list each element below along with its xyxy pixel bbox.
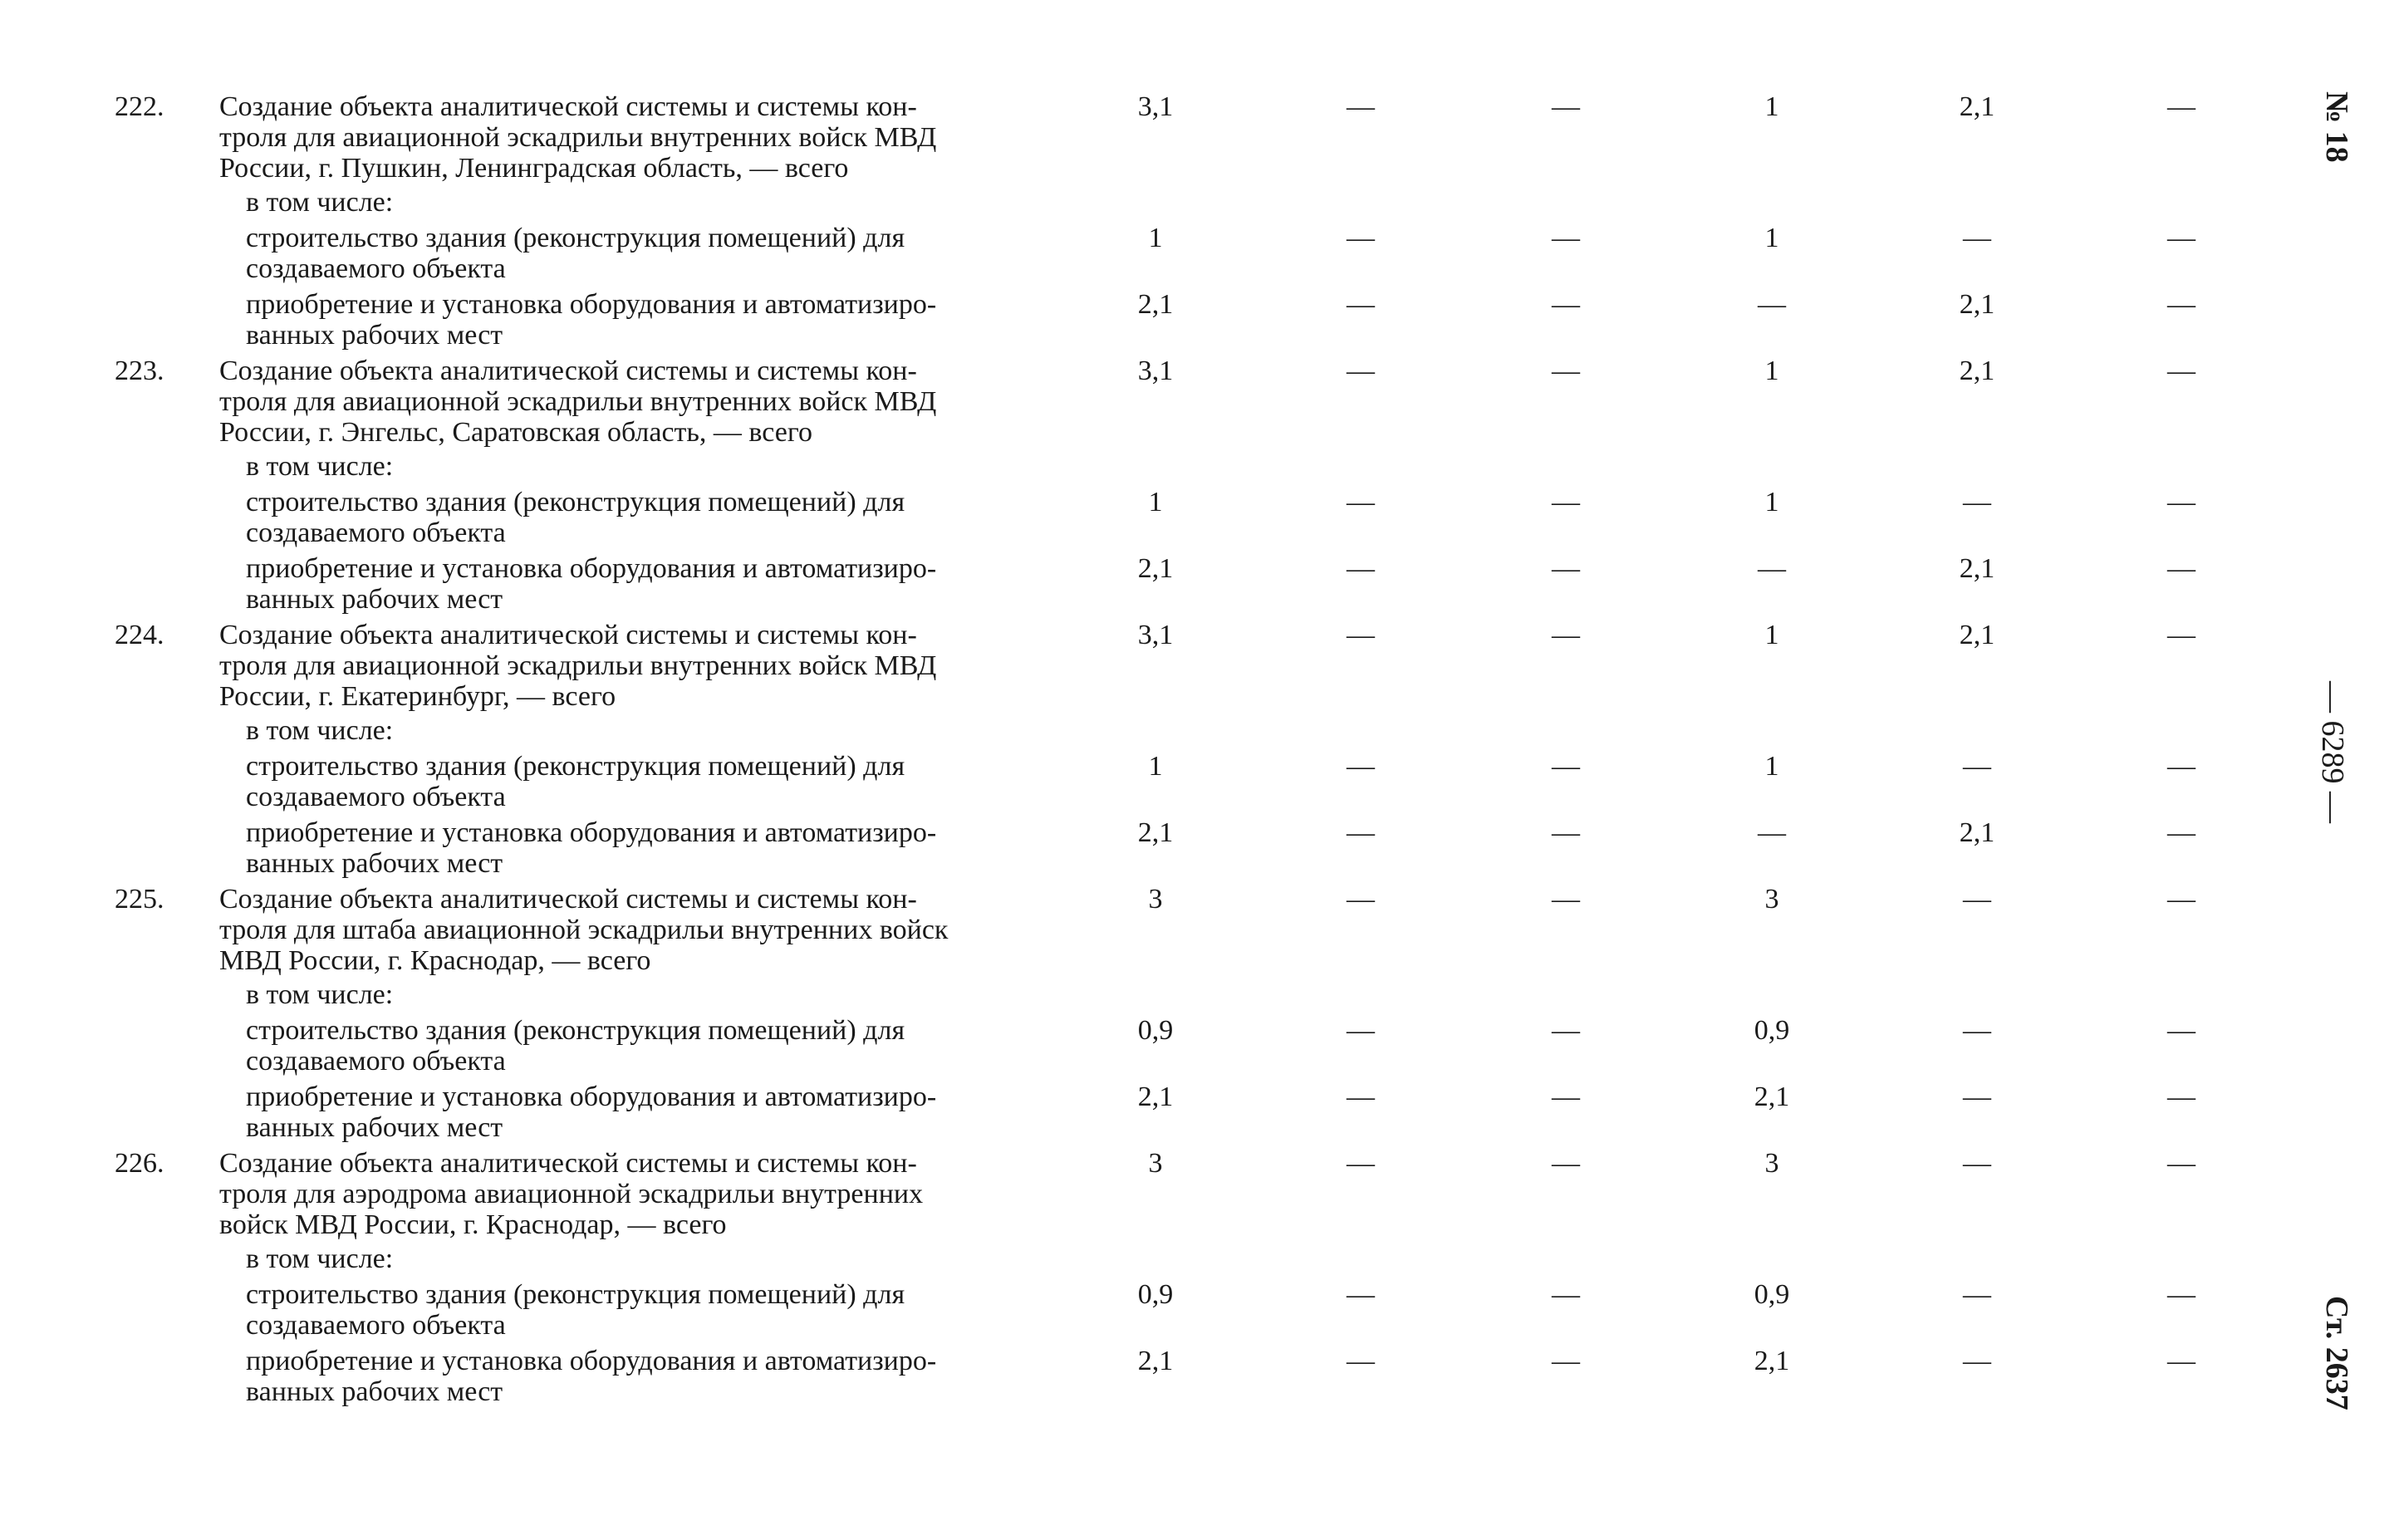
table-row-subitem [115,553,2225,615]
value-col-2: — [1347,1015,1375,1046]
value-col-1: 0,9 [1137,1015,1174,1046]
value-col-4: 3 [1764,1148,1779,1179]
table-row-item [115,356,2225,448]
table-row-subitem [115,1279,2225,1341]
item-number: 223. [115,356,164,386]
value-col-6: — [2167,620,2195,650]
item-description: Создание объекта аналитической системы и системы кон- троля для штаба авиационной эскадрильи внутренних войск МВД России, г. Краснодар, — всего [219,884,949,976]
value-col-4: 1 [1764,223,1779,253]
article-number: Ст. 2637 [2319,1296,2354,1410]
value-col-6: — [2167,884,2195,915]
item-description: строительство здания (реконструкция помещений) для создаваемого объекта [246,751,905,812]
value-col-2: — [1347,1279,1375,1310]
item-number: 222. [115,91,164,122]
value-col-2: — [1347,1346,1375,1376]
item-number: 226. [115,1148,164,1179]
value-col-3: — [1552,1015,1580,1046]
value-col-6: — [2167,751,2195,782]
value-col-1: 3,1 [1137,620,1174,650]
value-col-4: 3 [1764,884,1779,915]
value-col-2: — [1347,356,1375,386]
value-col-1: 0,9 [1137,1279,1174,1310]
value-col-2: — [1347,1148,1375,1179]
value-col-3: — [1552,1346,1580,1376]
item-description: строительство здания (реконструкция помещений) для создаваемого объекта [246,487,905,548]
item-number: 225. [115,884,164,915]
value-col-6: — [2167,1081,2195,1112]
value-col-6: — [2167,1015,2195,1046]
table-row-subitem [115,1015,2225,1077]
value-col-4: 2,1 [1754,1081,1790,1112]
program-table [115,91,2225,1412]
value-col-5: 2,1 [1959,289,1995,320]
value-col-3: — [1552,751,1580,782]
value-col-3: — [1552,356,1580,386]
value-col-5: — [1963,884,1991,915]
item-description: Создание объекта аналитической системы и системы кон- троля для авиационной эскадрильи внутренних войск МВД России, г. Екатеринбург, — всего [219,620,937,712]
value-col-5: 2,1 [1959,817,1995,848]
table-row-item [115,1148,2225,1240]
value-col-4: — [1758,289,1786,320]
item-description: в том числе: [246,1243,394,1274]
value-col-1: 2,1 [1137,1346,1174,1376]
table-row-including [115,715,2225,746]
item-description: Создание объекта аналитической системы и системы кон- троля для авиационной эскадрильи внутренних войск МВД России, г. Энгельс, Саратовская область, — всего [219,356,937,448]
item-description: приобретение и установка оборудования и автоматизиро- ванных рабочих мест [246,817,937,879]
value-col-3: — [1552,487,1580,517]
value-col-1: 1 [1148,223,1163,253]
item-number: 224. [115,620,164,650]
value-col-5: — [1963,1148,1991,1179]
value-col-3: — [1552,620,1580,650]
value-col-5: — [1963,1015,1991,1046]
value-col-2: — [1347,1081,1375,1112]
value-col-6: — [2167,223,2195,253]
item-description: в том числе: [246,451,394,482]
value-col-1: 2,1 [1137,553,1174,584]
table-row-subitem [115,1346,2225,1407]
value-col-2: — [1347,487,1375,517]
item-description: строительство здания (реконструкция помещений) для создаваемого объекта [246,1015,905,1077]
table-row-item [115,91,2225,184]
value-col-3: — [1552,817,1580,848]
value-col-2: — [1347,91,1375,122]
value-col-6: — [2167,817,2195,848]
value-col-3: — [1552,1279,1580,1310]
value-col-3: — [1552,553,1580,584]
value-col-3: — [1552,91,1580,122]
value-col-1: 1 [1148,487,1163,517]
value-col-1: 3 [1148,1148,1163,1179]
value-col-1: 2,1 [1137,289,1174,320]
table-row-subitem [115,751,2225,812]
table-row-subitem [115,487,2225,548]
table-row-subitem [115,1081,2225,1143]
value-col-4: 1 [1764,91,1779,122]
value-col-2: — [1347,884,1375,915]
table-row-including [115,979,2225,1010]
value-col-5: — [1963,223,1991,253]
value-col-5: 2,1 [1959,356,1995,386]
value-col-6: — [2167,91,2195,122]
item-description: приобретение и установка оборудования и автоматизиро- ванных рабочих мест [246,289,937,351]
item-description: приобретение и установка оборудования и автоматизиро- ванных рабочих мест [246,1081,937,1143]
value-col-4: 0,9 [1754,1015,1790,1046]
value-col-5: — [1963,1279,1991,1310]
value-col-1: 3,1 [1137,356,1174,386]
value-col-5: — [1963,487,1991,517]
value-col-6: — [2167,487,2195,517]
value-col-6: — [2167,356,2195,386]
value-col-4: 1 [1764,356,1779,386]
table-row-including [115,187,2225,218]
value-col-2: — [1347,620,1375,650]
issue-number: № 18 [2319,91,2354,163]
item-description: в том числе: [246,187,394,218]
table-row-item [115,884,2225,976]
value-col-4: — [1758,817,1786,848]
item-description: приобретение и установка оборудования и автоматизиро- ванных рабочих мест [246,1346,937,1407]
value-col-3: — [1552,1148,1580,1179]
value-col-2: — [1347,751,1375,782]
value-col-2: — [1347,553,1375,584]
value-col-6: — [2167,289,2195,320]
table-row-including [115,451,2225,482]
item-description: Создание объекта аналитической системы и системы кон- троля для аэродрома авиационной эскадрильи внутренних войск МВД России, г. Краснодар, — всего [219,1148,924,1240]
value-col-6: — [2167,1346,2195,1376]
table-row-subitem [115,223,2225,284]
value-col-4: 1 [1764,751,1779,782]
value-col-2: — [1347,289,1375,320]
value-col-5: 2,1 [1959,553,1995,584]
value-col-5: — [1963,751,1991,782]
value-col-5: — [1963,1346,1991,1376]
value-col-4: 1 [1764,620,1779,650]
value-col-3: — [1552,289,1580,320]
page-number: — 6289 — [2315,681,2350,823]
item-description: строительство здания (реконструкция помещений) для создаваемого объекта [246,1279,905,1341]
value-col-6: — [2167,1279,2195,1310]
value-col-4: 0,9 [1754,1279,1790,1310]
value-col-5: 2,1 [1959,620,1995,650]
table-row-including [115,1243,2225,1274]
value-col-4: 2,1 [1754,1346,1790,1376]
value-col-2: — [1347,817,1375,848]
value-col-3: — [1552,884,1580,915]
item-description: строительство здания (реконструкция помещений) для создаваемого объекта [246,223,905,284]
value-col-3: — [1552,1081,1580,1112]
table-row-item [115,620,2225,712]
item-description: приобретение и установка оборудования и автоматизиро- ванных рабочих мест [246,553,937,615]
value-col-1: 3,1 [1137,91,1174,122]
value-col-5: — [1963,1081,1991,1112]
value-col-1: 3 [1148,884,1163,915]
value-col-5: 2,1 [1959,91,1995,122]
value-col-6: — [2167,553,2195,584]
item-description: в том числе: [246,715,394,746]
value-col-1: 1 [1148,751,1163,782]
value-col-1: 2,1 [1137,817,1174,848]
item-description: в том числе: [246,979,394,1010]
value-col-4: — [1758,553,1786,584]
value-col-1: 2,1 [1137,1081,1174,1112]
value-col-3: — [1552,223,1580,253]
item-description: Создание объекта аналитической системы и системы кон- троля для авиационной эскадрильи внутренних войск МВД России, г. Пушкин, Ленинградская область, — всего [219,91,937,184]
value-col-2: — [1347,223,1375,253]
table-row-subitem [115,289,2225,351]
value-col-6: — [2167,1148,2195,1179]
value-col-4: 1 [1764,487,1779,517]
table-row-subitem [115,817,2225,879]
